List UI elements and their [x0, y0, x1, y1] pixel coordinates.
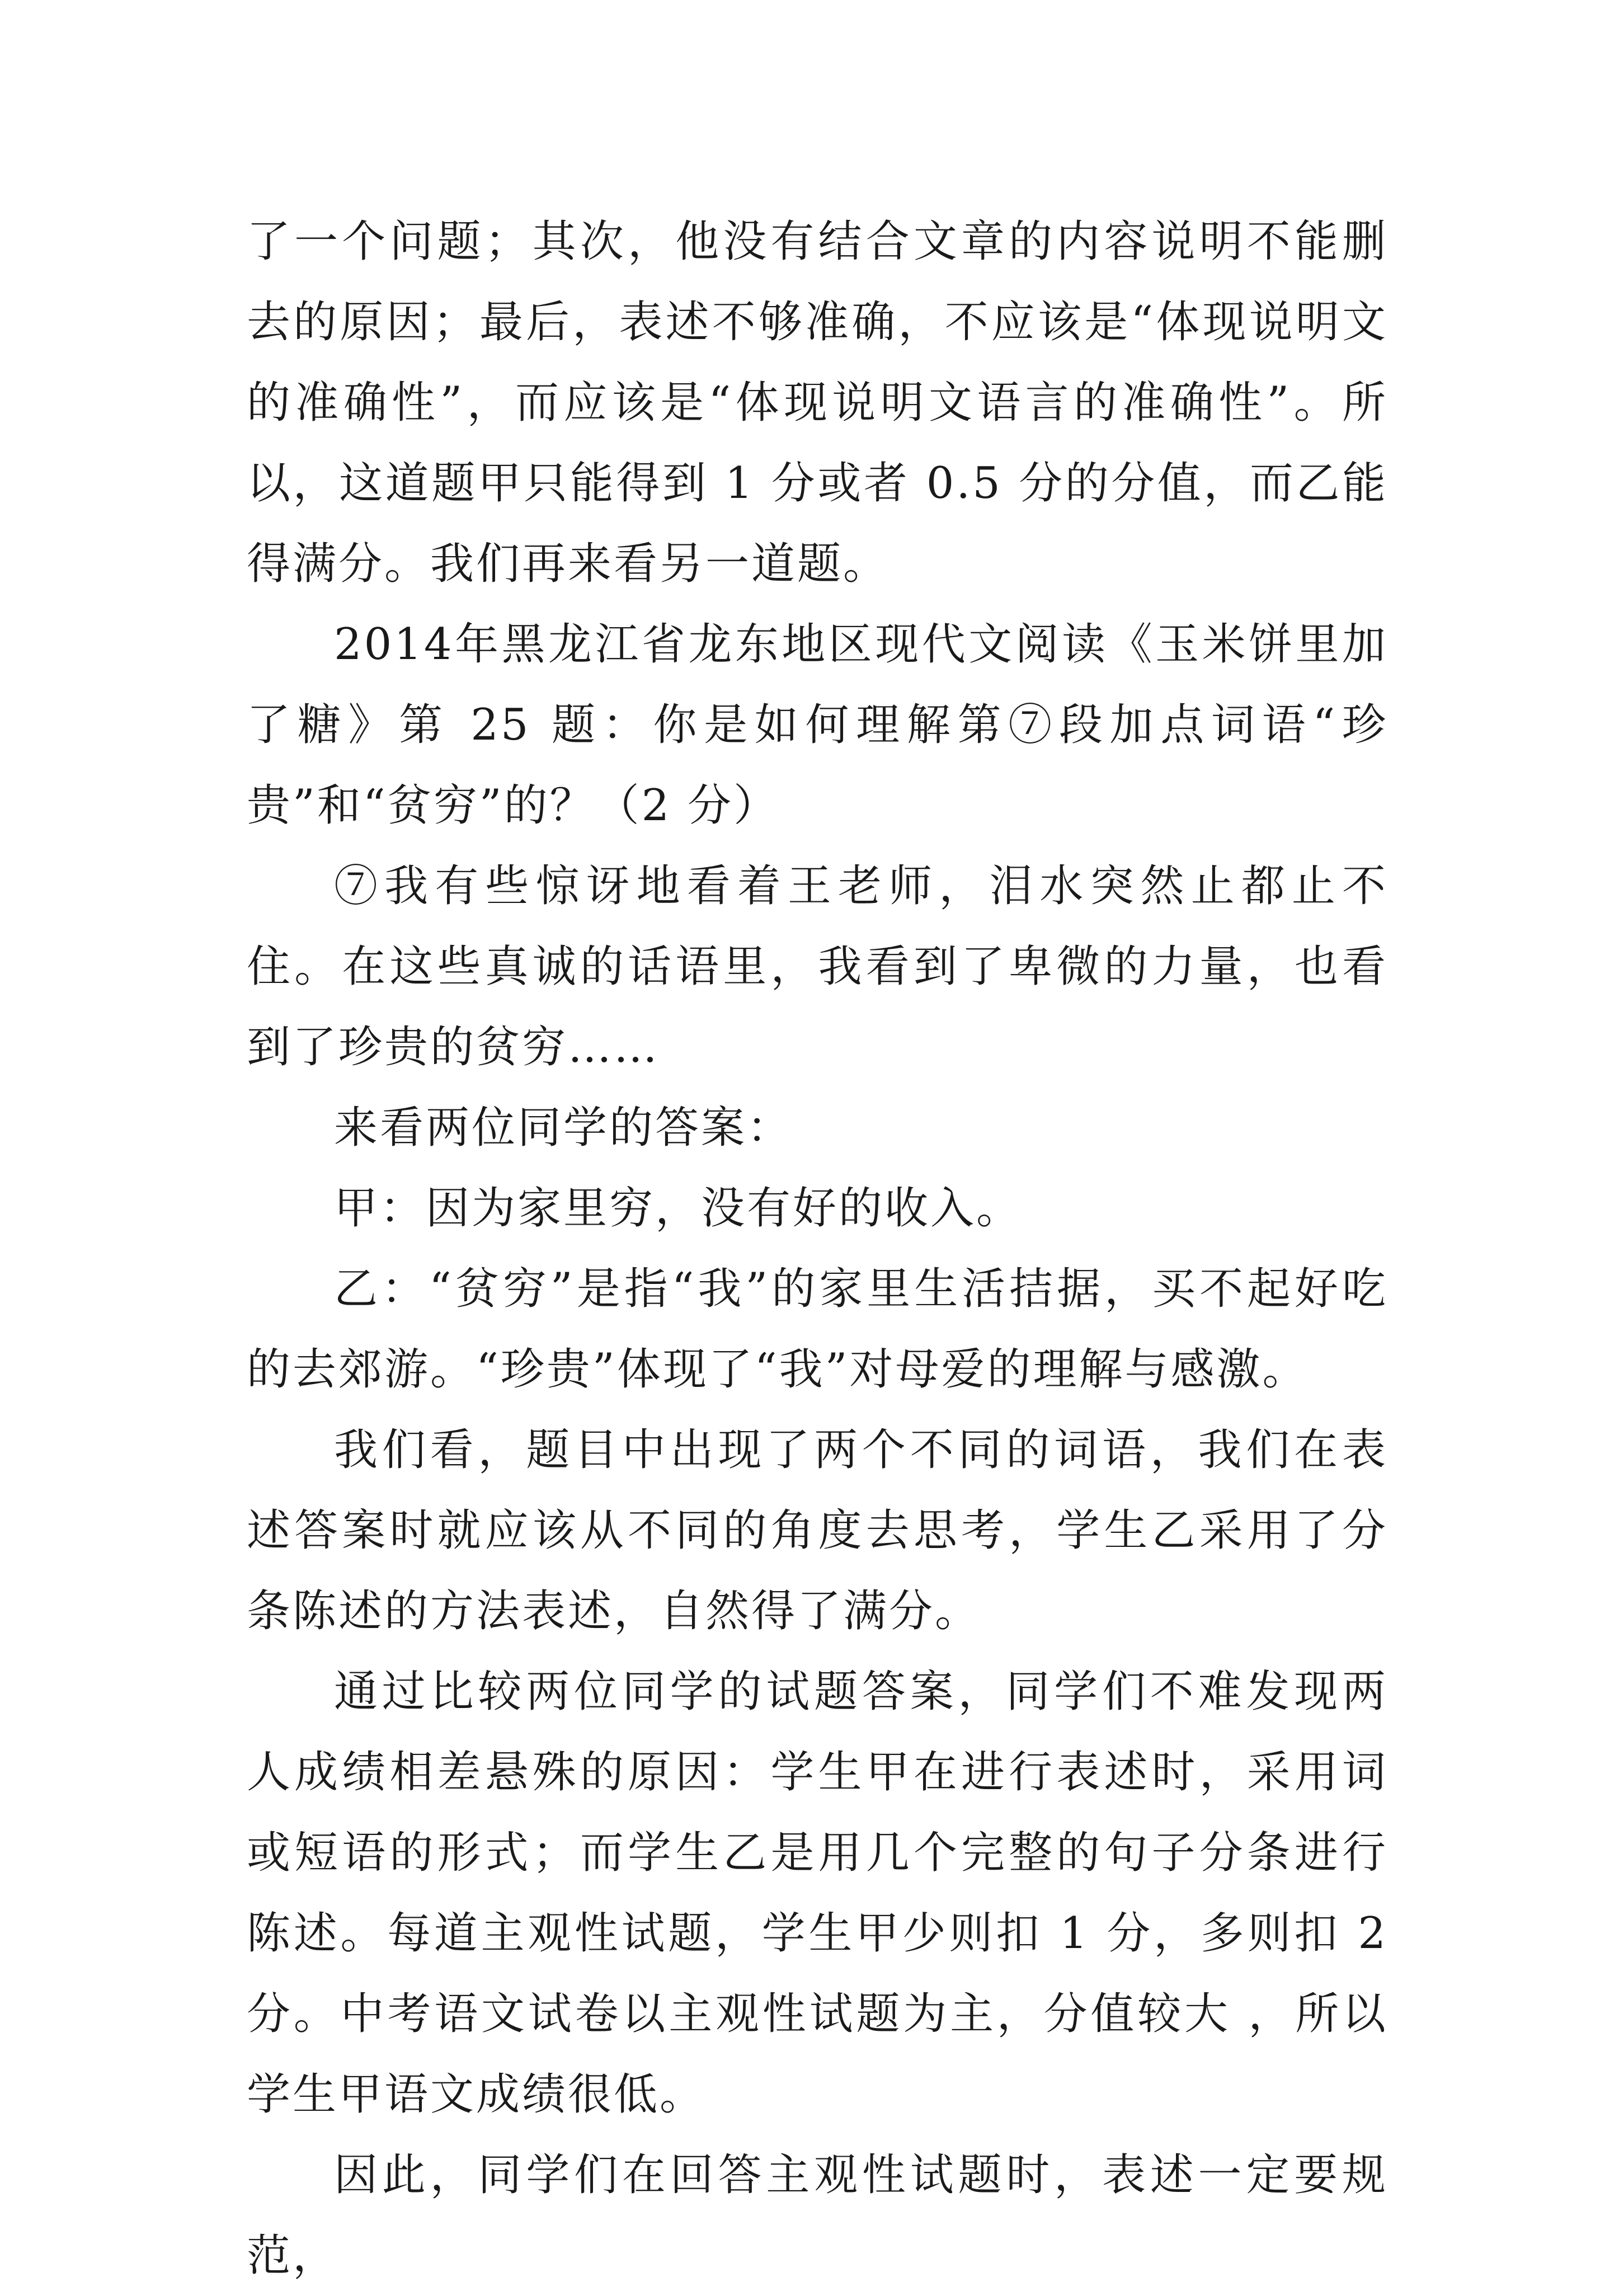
paragraph: 因此，同学们在回答主观性试题时，表述一定要规范，	[247, 2150, 1388, 2281]
document-body	[247, 201, 1388, 2296]
paragraph: 通过比较两位同学的试题答案，同学们不难发现两人成绩相差悬殊的原因：学生甲在进行表述时，采用词或短语的形式；而学生乙是用几个完整的句子分条进行陈述。每道主观性试题，学生甲少则扣 1 分，多则扣 2 分。中考语文试卷以主观性试题为主，分值较大 ，所以学生甲语文成绩很低。	[247, 1667, 1388, 2120]
paragraph: 2014年黑龙江省龙东地区现代文阅读《玉米饼里加了糖》第 25 题：你是如何理解第⑦段加点词语“珍贵”和“贫穷”的？（2 分）	[247, 619, 1388, 831]
paragraph: 甲：因为家里穷，没有好的收入。	[334, 1183, 1023, 1234]
paragraph: 来看两位同学的答案：	[334, 1103, 793, 1153]
paragraph: ⑦我有些惊讶地看着王老师，泪水突然止都止不住。在这些真诚的话语里，我看到了卑微的力量，也看到了珍贵的贫穷……	[247, 861, 1388, 1072]
paragraph: 乙：“贫穷”是指“我”的家里生活拮据，买不起好吃的去郊游。“珍贵”体现了“我”对母爱的理解与感激。	[247, 1264, 1388, 1395]
paragraph: 我们看，题目中出现了两个不同的词语，我们在表述答案时就应该从不同的角度去思考，学生乙采用了分条陈述的方法表述，自然得了满分。	[247, 1425, 1388, 1636]
paragraph: 了一个问题；其次，他没有结合文章的内容说明不能删去的原因；最后，表述不够准确，不应该是“体现说明文的准确性”，而应该是“体现说明文语言的准确性”。所以，这道题甲只能得到 1 分或者 0.5 分的分值，而乙能得满分。我们再来看另一道题。	[247, 217, 1388, 589]
